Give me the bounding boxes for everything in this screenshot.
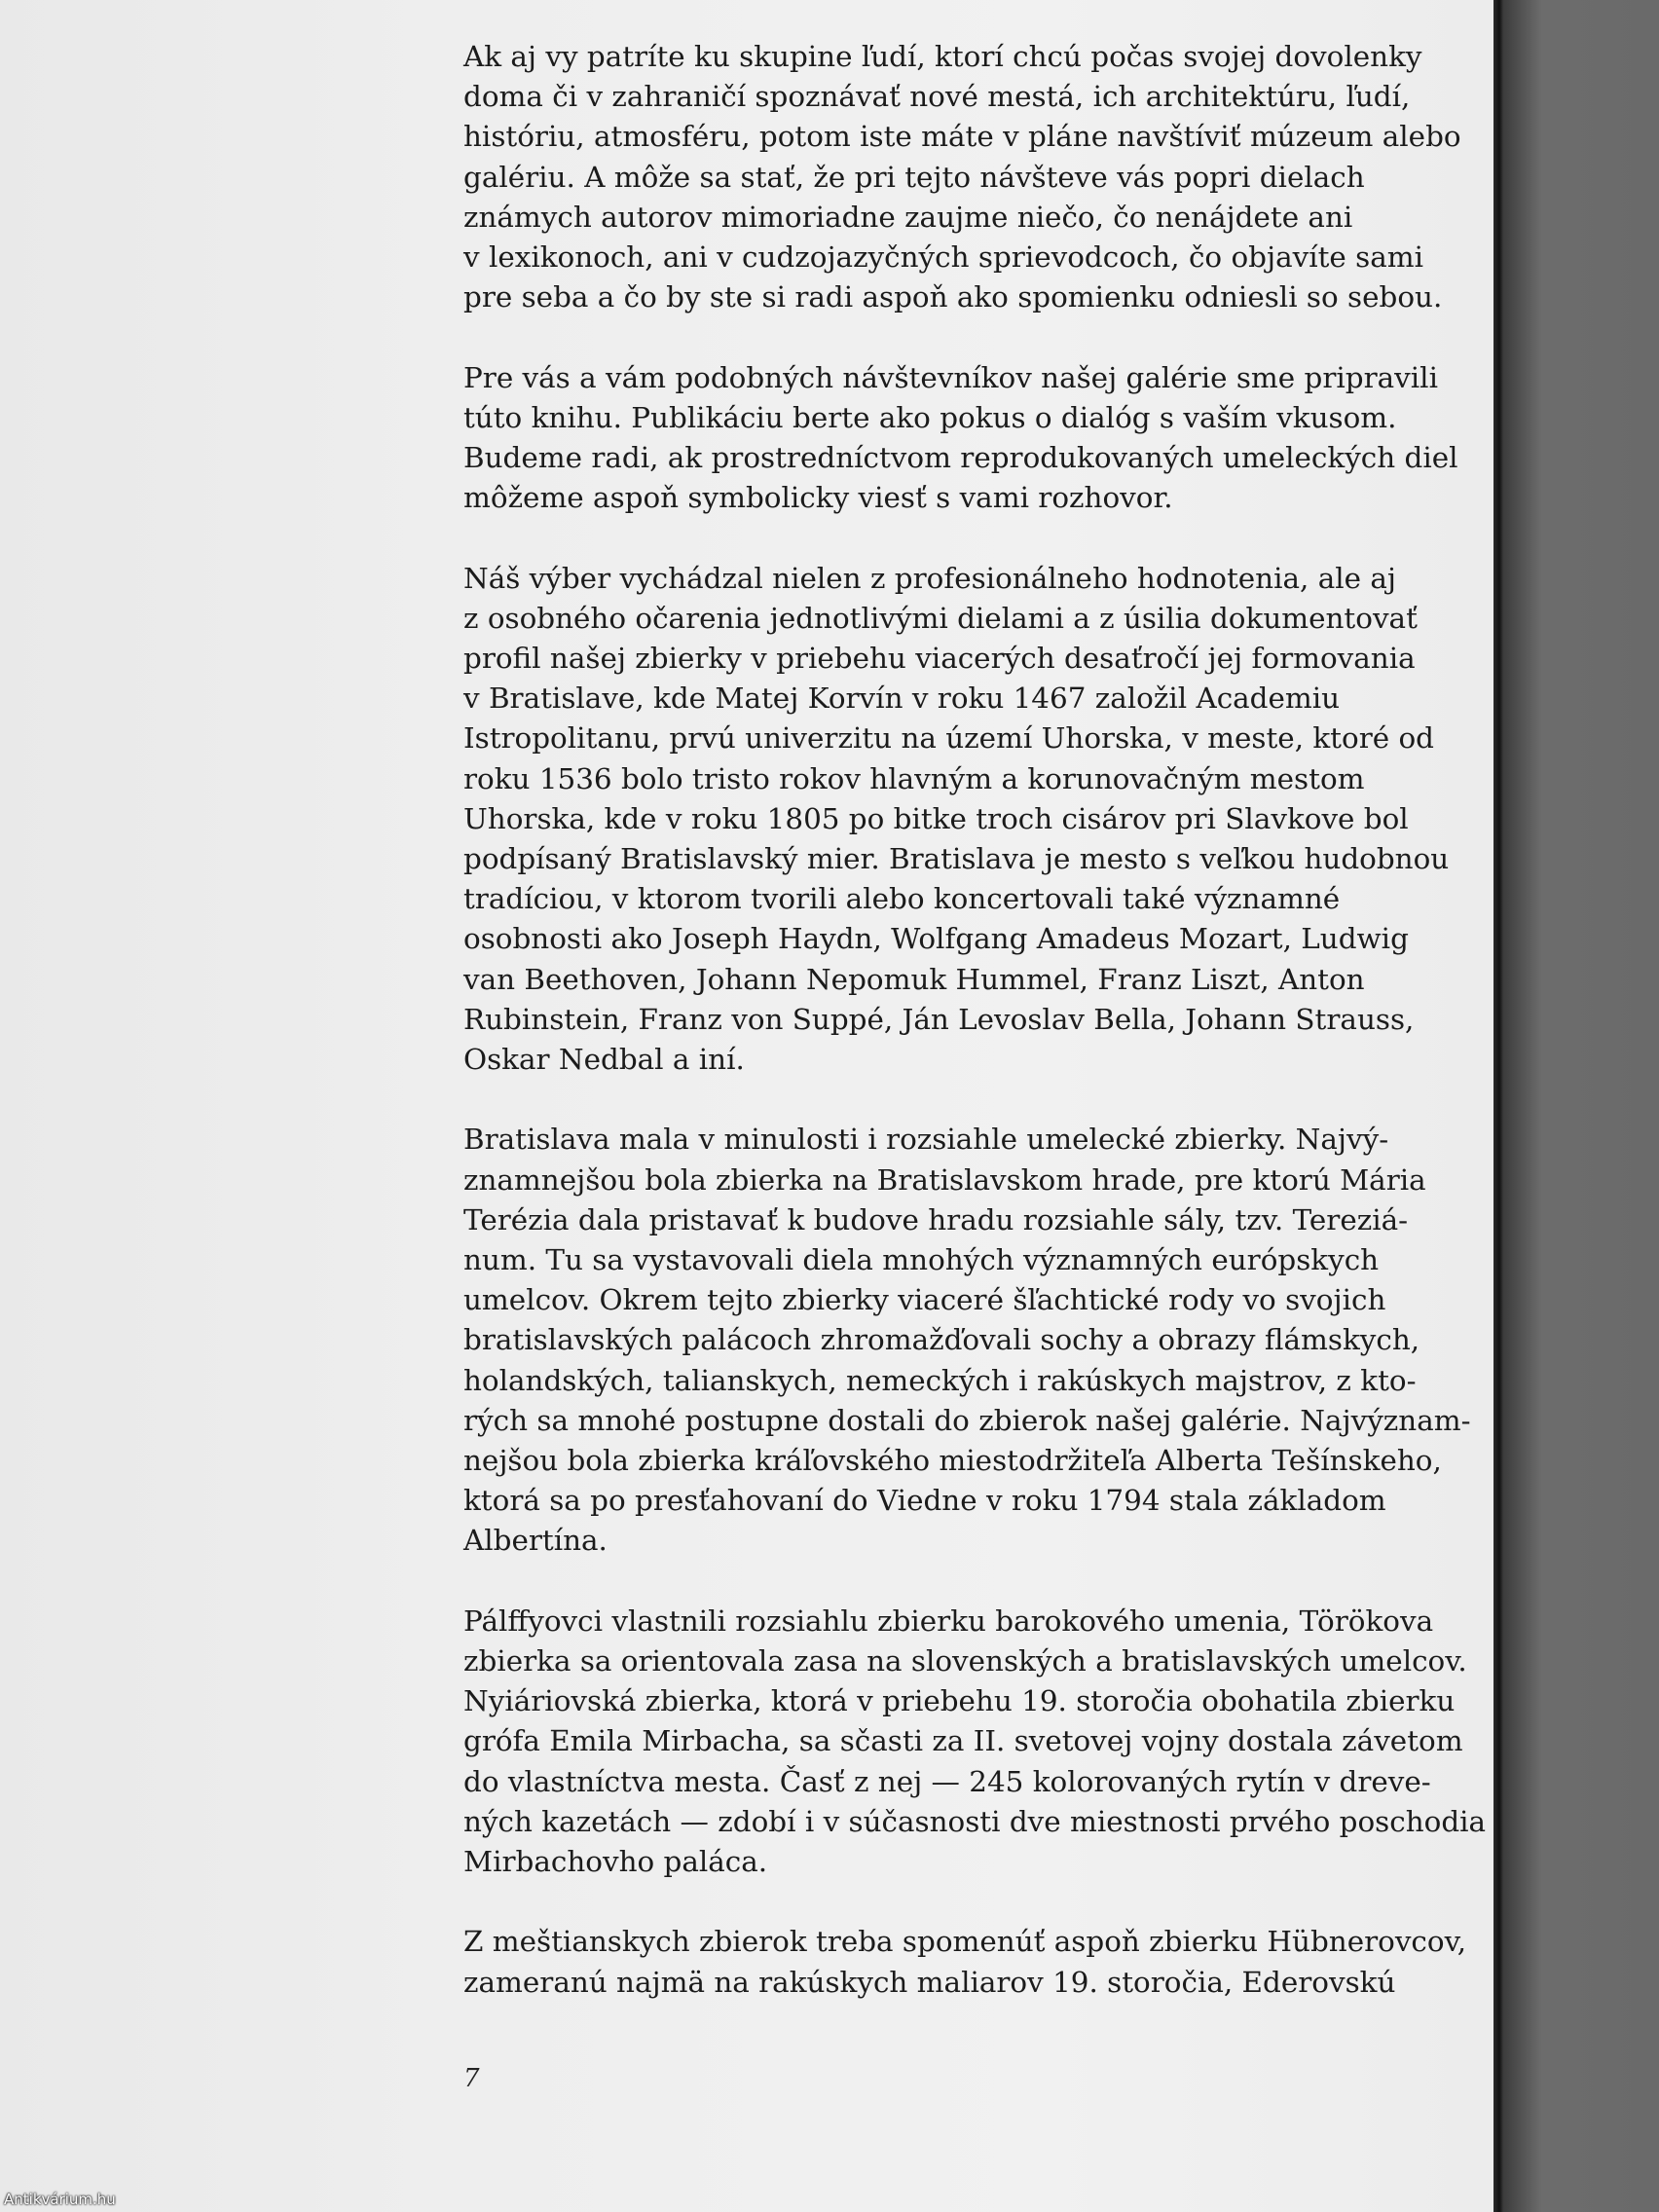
text-line: rých sa mnohé postupne dostali do zbierok našej galérie. Najvýznam- [463, 1403, 1471, 1437]
text-line: Terézia dala pristavať k budove hradu rozsiahle sály, tzv. Tereziá- [463, 1202, 1409, 1236]
text-line: van Beethoven, Johann Nepomuk Hummel, Franz Liszt, Anton [463, 962, 1365, 996]
text-line: Ak aj vy patríte ku skupine ľudí, ktorí chcú počas svojej dovolenky [463, 40, 1422, 73]
text-line: zameranú najmä na rakúskych maliarov 19. storočia, Ederovskú [463, 1965, 1396, 1999]
text-line: v lexikonoch, ani v cudzojazyčných sprievodcoch, čo objavíte sami [463, 240, 1424, 275]
text-line: znamnejšou bola zbierka na Bratislavskom hrade, pre ktorú Mária [463, 1162, 1426, 1197]
text-line: pre seba a čo by ste si radi aspoň ako spomienku odniesli so sebou. [463, 280, 1443, 314]
text-line: Oskar Nedbal a iní. [463, 1043, 745, 1077]
paragraph [463, 37, 1461, 317]
text-line: doma či v zahraničí spoznávať nové mestá, ich architektúru, ľudí, [463, 80, 1411, 114]
text-line: Nyiáriovská zbierka, ktorá v priebehu 19. storočia obohatila zbierku [463, 1684, 1456, 1718]
paragraph [463, 1120, 1471, 1561]
text-line: profil našej zbierky v priebehu viacerých desaťročí jej formovania [463, 642, 1416, 676]
text-line: z osobného očarenia jednotlivými dielami a z úsilia dokumentovať [463, 601, 1418, 635]
watermark: Antikvárium.hu [4, 2191, 116, 2208]
text-line: umelcov. Okrem tejto zbierky viaceré šľachtické rody vo svojich [463, 1283, 1386, 1317]
text-line: holandských, talianskych, nemeckých i rakúskych majstrov, z kto- [463, 1363, 1417, 1397]
body-text [463, 37, 1487, 2043]
text-line: tradíciou, v ktorom tvorili alebo koncertovali také významné [463, 882, 1341, 916]
page-number: 7 [463, 2064, 480, 2093]
text-line: Istropolitanu, prvú univerzitu na území Uhorska, v meste, ktoré od [463, 721, 1434, 756]
text-line: Pálffyovci vlastnili rozsiahlu zbierku barokového umenia, Törökova [463, 1604, 1434, 1638]
text-line: Uhorska, kde v roku 1805 po bitke troch cisárov pri Slavkove bol [463, 801, 1409, 835]
text-line: známych autorov mimoriadne zaujme niečo, čo nenájdete ani [463, 200, 1353, 234]
text-line: roku 1536 bolo tristo rokov hlavným a korunovačným mestom [463, 761, 1365, 795]
text-line: Z meštianskych zbierok treba spomenúť aspoň zbierku Hübnerovcov, [463, 1925, 1467, 1959]
text-line: ktorá sa po presťahovaní do Viedne v roku 1794 stala základom [463, 1484, 1386, 1518]
text-line: Albertína. [463, 1524, 608, 1558]
paragraph [463, 1922, 1467, 2002]
text-line: nejšou bola zbierka kráľovského miestodržiteľa Alberta Tešínskeho, [463, 1444, 1442, 1478]
text-line: Pre vás a vám podobných návštevníkov našej galérie sme pripravili [463, 360, 1438, 394]
paragraph [463, 1602, 1487, 1882]
page-edge-shadow [1503, 0, 1542, 2212]
text-line: zbierka sa orientovala zasa na slovenských a bratislavských umelcov. [463, 1644, 1467, 1678]
text-line: Rubinstein, Franz von Suppé, Ján Levoslav Bella, Johann Strauss, [463, 1002, 1415, 1036]
text-line: galériu. A môže sa stať, že pri tejto návšteve vás popri dielach [463, 160, 1365, 194]
page-edge [1493, 0, 1503, 2212]
text-line: osobnosti ako Joseph Haydn, Wolfgang Amadeus Mozart, Ludwig [463, 922, 1409, 956]
text-line: môžeme aspoň symbolicky viesť s vami rozhovor. [463, 481, 1173, 515]
paragraph [463, 559, 1450, 1081]
text-line: Budeme radi, ak prostredníctvom reprodukovaných umeleckých diel [463, 441, 1458, 475]
text-line: históriu, atmosféru, potom iste máte v pláne navštíviť múzeum alebo [463, 120, 1461, 154]
text-line: do vlastníctva mesta. Časť z nej — 245 kolorovaných rytín v dreve- [463, 1764, 1431, 1798]
text-line: túto knihu. Publikáciu berte ako pokus o dialóg s vaším vkusom. [463, 400, 1397, 434]
text-line: Náš výber vychádzal nielen z profesionálneho hodnotenia, ale aj [463, 561, 1397, 595]
text-line: Mirbachovho paláca. [463, 1845, 768, 1879]
text-line: ných kazetách — zdobí i v súčasnosti dve miestnosti prvého poschodia [463, 1804, 1487, 1838]
text-line: bratislavských palácoch zhromažďovali sochy a obrazy flámskych, [463, 1323, 1420, 1357]
text-line: Bratislava mala v minulosti i rozsiahle umelecké zbierky. Najvý- [463, 1123, 1389, 1157]
text-line: grófa Emila Mirbacha, sa sčasti za II. svetovej vojny dostala závetom [463, 1724, 1463, 1758]
text-line: num. Tu sa vystavovali diela mnohých významných európskych [463, 1243, 1380, 1277]
text-line: v Bratislave, kde Matej Korvín v roku 1467 založil Academiu [463, 682, 1341, 716]
paragraph [463, 358, 1458, 519]
text-line: podpísaný Bratislavský mier. Bratislava je mesto s veľkou hudobnou [463, 842, 1450, 876]
